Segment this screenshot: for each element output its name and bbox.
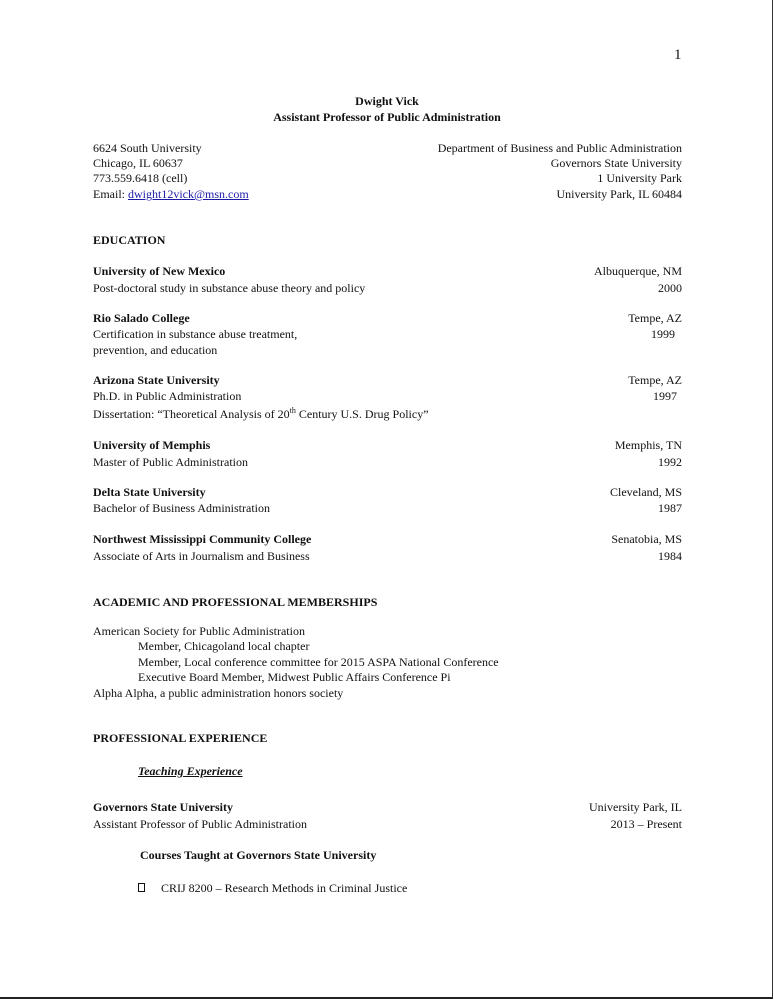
degree-cont: prevention, and education bbox=[93, 343, 218, 357]
school-name: University of New Mexico bbox=[93, 264, 226, 278]
email-link[interactable]: dwight12vick@msn.com bbox=[128, 187, 249, 201]
dissertation-text: Dissertation: “Theoretical Analysis of 20 bbox=[93, 407, 290, 421]
school-location: Tempe, AZ bbox=[628, 373, 682, 387]
teaching-subheading: Teaching Experience bbox=[138, 764, 243, 778]
employer-location: University Park, IL bbox=[589, 800, 682, 814]
candidate-name: Dwight Vick bbox=[355, 94, 419, 108]
work-city: University Park, IL 60484 bbox=[556, 187, 682, 201]
school-name: Northwest Mississippi Community College bbox=[93, 532, 312, 546]
dissertation-sup: th bbox=[289, 406, 296, 415]
bullet-box-icon bbox=[138, 883, 145, 892]
year: 1984 bbox=[658, 549, 682, 563]
phone: 773.559.6418 (cell) bbox=[93, 171, 188, 185]
degree: Associate of Arts in Journalism and Business bbox=[93, 549, 310, 563]
courses-heading: Courses Taught at Governors State University bbox=[140, 848, 377, 862]
degree: Ph.D. in Public Administration bbox=[93, 389, 242, 403]
year: 1999 bbox=[651, 327, 675, 341]
membership-item: American Society for Public Administration bbox=[93, 624, 305, 638]
membership-item: Executive Board Member, Midwest Public Affairs Conference Pi bbox=[138, 670, 451, 684]
school-location: Albuquerque, NM bbox=[594, 264, 682, 278]
year: 2000 bbox=[658, 281, 682, 295]
employer: Governors State University bbox=[93, 800, 233, 814]
membership-item: Member, Local conference committee for 2015 ASPA National Conference bbox=[138, 655, 499, 669]
memberships-heading: ACADEMIC AND PROFESSIONAL MEMBERSHIPS bbox=[93, 595, 378, 609]
home-city: Chicago, IL 60637 bbox=[93, 156, 183, 170]
course-item: CRIJ 8200 – Research Methods in Criminal Justice bbox=[161, 881, 408, 895]
school-location: Cleveland, MS bbox=[610, 485, 682, 499]
school-name: University of Memphis bbox=[93, 438, 211, 452]
degree: Post-doctoral study in substance abuse theory and policy bbox=[93, 281, 366, 295]
school-name: Rio Salado College bbox=[93, 311, 190, 325]
degree: Bachelor of Business Administration bbox=[93, 501, 270, 515]
membership-item: Alpha Alpha, a public administration honors society bbox=[93, 686, 344, 700]
year: 1987 bbox=[658, 501, 682, 515]
school-location: Memphis, TN bbox=[614, 438, 682, 452]
email-label: Email: bbox=[93, 187, 128, 201]
work-street: 1 University Park bbox=[597, 171, 682, 185]
home-street: 6624 South University bbox=[93, 141, 202, 155]
degree: Certification in substance abuse treatment, bbox=[93, 327, 298, 341]
year: 1997 bbox=[653, 389, 677, 403]
dates: 2013 – Present bbox=[610, 817, 682, 831]
page-number: 1 bbox=[674, 47, 682, 63]
school-location: Tempe, AZ bbox=[628, 311, 682, 325]
school-location: Senatobia, MS bbox=[611, 532, 682, 546]
position: Assistant Professor of Public Administration bbox=[93, 817, 307, 831]
experience-heading: PROFESSIONAL EXPERIENCE bbox=[93, 731, 268, 745]
school-name: Arizona State University bbox=[93, 373, 220, 387]
education-heading: EDUCATION bbox=[93, 233, 166, 247]
degree: Master of Public Administration bbox=[93, 455, 248, 469]
dissertation bbox=[93, 407, 429, 421]
school-name: Delta State University bbox=[93, 485, 206, 499]
membership-item: Member, Chicagoland local chapter bbox=[138, 639, 310, 653]
work-university: Governors State University bbox=[550, 156, 682, 170]
email-line bbox=[93, 187, 249, 201]
work-department: Department of Business and Public Administration bbox=[437, 141, 682, 155]
dissertation-text-end: Century U.S. Drug Policy” bbox=[295, 407, 429, 421]
candidate-title: Assistant Professor of Public Administration bbox=[273, 110, 501, 124]
year: 1992 bbox=[658, 455, 682, 469]
